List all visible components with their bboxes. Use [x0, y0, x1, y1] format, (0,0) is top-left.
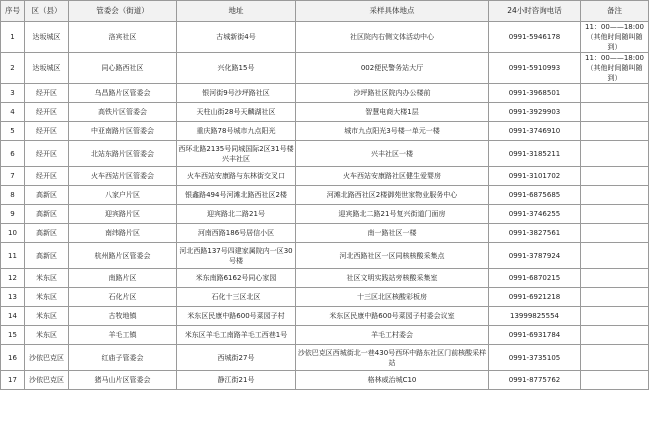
cell-address: 米东区羊毛工南路羊毛工西巷1号	[177, 326, 296, 345]
cell-address: 重庆路78号城市九点阳光	[177, 122, 296, 141]
cell-note	[581, 307, 649, 326]
header-no: 序号	[1, 1, 25, 22]
cell-site: 羊毛工村委会	[296, 326, 489, 345]
cell-district: 达坂城区	[25, 22, 69, 53]
table-row	[1, 122, 649, 141]
cell-district: 米东区	[25, 307, 69, 326]
cell-district: 米东区	[25, 288, 69, 307]
note-hours: 11：00——18:00	[585, 23, 644, 31]
cell-district: 经开区	[25, 84, 69, 103]
cell-committee: 红庙子管委会	[69, 345, 177, 371]
cell-no: 17	[1, 371, 25, 390]
cell-committee: 八家户片区	[69, 186, 177, 205]
table-row	[1, 141, 649, 167]
cell-no: 14	[1, 307, 25, 326]
cell-address: 银鑫路494号河滩北路西社区2楼	[177, 186, 296, 205]
cell-committee: 南路片区	[69, 269, 177, 288]
cell-address: 火车西站安康路与东林街交叉口	[177, 167, 296, 186]
table-row	[1, 22, 649, 53]
cell-site: 河北西路社区一区同核核酸采集点	[296, 243, 489, 269]
cell-no: 15	[1, 326, 25, 345]
cell-no: 4	[1, 103, 25, 122]
cell-district: 高新区	[25, 186, 69, 205]
table-row	[1, 186, 649, 205]
cell-address: 天柱山街28号天麟湖社区	[177, 103, 296, 122]
note-other: （其他时间随叫随到）	[586, 64, 643, 82]
cell-district: 沙依巴克区	[25, 371, 69, 390]
cell-address: 静江街21号	[177, 371, 296, 390]
cell-phone: 0991-3735105	[489, 345, 581, 371]
cell-phone: 0991-6870215	[489, 269, 581, 288]
cell-no: 12	[1, 269, 25, 288]
table-row	[1, 269, 649, 288]
cell-address: 兴化路15号	[177, 53, 296, 84]
table-row	[1, 307, 649, 326]
header-committee: 管委会（街道）	[69, 1, 177, 22]
cell-committee: 南纬路片区	[69, 224, 177, 243]
cell-site: 兴丰社区一楼	[296, 141, 489, 167]
cell-phone: 0991-3101702	[489, 167, 581, 186]
cell-committee: 同心路西社区	[69, 53, 177, 84]
cell-district: 米东区	[25, 269, 69, 288]
cell-site: 002便民警务站大厅	[296, 53, 489, 84]
cell-site: 格林威治城C10	[296, 371, 489, 390]
cell-note	[581, 205, 649, 224]
cell-site: 迎宾路北二路21号复兴街道门面房	[296, 205, 489, 224]
cell-no: 16	[1, 345, 25, 371]
table-row	[1, 84, 649, 103]
table-row	[1, 205, 649, 224]
cell-district: 经开区	[25, 103, 69, 122]
cell-note	[581, 167, 649, 186]
table-row	[1, 371, 649, 390]
header-note: 备注	[581, 1, 649, 22]
cell-no: 3	[1, 84, 25, 103]
cell-note	[581, 84, 649, 103]
table-row	[1, 345, 649, 371]
cell-note	[581, 326, 649, 345]
cell-note	[581, 243, 649, 269]
cell-committee: 猪马山片区管委会	[69, 371, 177, 390]
table-row	[1, 326, 649, 345]
cell-district: 经开区	[25, 122, 69, 141]
cell-site: 沙坪路社区院内办公楼前	[296, 84, 489, 103]
table-row	[1, 224, 649, 243]
cell-note	[581, 22, 649, 53]
cell-address: 银河街9号沙坪路社区	[177, 84, 296, 103]
cell-district: 高新区	[25, 224, 69, 243]
cell-committee: 北站东路片区管委会	[69, 141, 177, 167]
cell-address: 西城街27号	[177, 345, 296, 371]
cell-no: 1	[1, 22, 25, 53]
cell-phone: 0991-3929903	[489, 103, 581, 122]
cell-district: 米东区	[25, 326, 69, 345]
table-row	[1, 53, 649, 84]
cell-no: 5	[1, 122, 25, 141]
cell-district: 达坂城区	[25, 53, 69, 84]
cell-note	[581, 186, 649, 205]
cell-site: 火车西站安康路社区健生爱婴房	[296, 167, 489, 186]
cell-address: 石化十三区北区	[177, 288, 296, 307]
cell-committee: 古牧地镇	[69, 307, 177, 326]
cell-no: 6	[1, 141, 25, 167]
cell-address: 河南西路186号居信小区	[177, 224, 296, 243]
cell-phone: 0991-8775762	[489, 371, 581, 390]
table-row	[1, 167, 649, 186]
cell-phone: 0991-3827561	[489, 224, 581, 243]
cell-address: 古城新街4号	[177, 22, 296, 53]
header-address: 地址	[177, 1, 296, 22]
cell-address: 米东区民康中路600号菜园子村	[177, 307, 296, 326]
cell-phone: 0991-6921218	[489, 288, 581, 307]
cell-phone: 0991-3185211	[489, 141, 581, 167]
cell-committee: 石化片区	[69, 288, 177, 307]
cell-district: 沙依巴克区	[25, 345, 69, 371]
header-district: 区（县）	[25, 1, 69, 22]
cell-no: 9	[1, 205, 25, 224]
cell-phone: 0991-6931784	[489, 326, 581, 345]
cell-site: 智慧电商大楼1层	[296, 103, 489, 122]
cell-phone: 13999825554	[489, 307, 581, 326]
cell-phone: 0991-3746255	[489, 205, 581, 224]
cell-address: 米东南路6162号同心家园	[177, 269, 296, 288]
cell-no: 13	[1, 288, 25, 307]
cell-phone: 0991-6875685	[489, 186, 581, 205]
note-hours: 11：00——18:00	[585, 54, 644, 62]
header-site: 采样具体地点	[296, 1, 489, 22]
cell-note	[581, 103, 649, 122]
cell-committee: 火车西站片区管委会	[69, 167, 177, 186]
cell-district: 经开区	[25, 141, 69, 167]
cell-no: 11	[1, 243, 25, 269]
table-header-row	[1, 1, 649, 22]
table-body	[1, 22, 649, 390]
cell-note	[581, 141, 649, 167]
cell-committee: 羊毛工镇	[69, 326, 177, 345]
cell-no: 8	[1, 186, 25, 205]
cell-note	[581, 269, 649, 288]
cell-committee: 中亚南路片区管委会	[69, 122, 177, 141]
cell-site: 沙依巴克区西城街北一巷430号西环中路东社区门前核酸采样站	[296, 345, 489, 371]
cell-note	[581, 288, 649, 307]
cell-site: 城市九点阳光3号楼一单元一楼	[296, 122, 489, 141]
cell-address: 迎宾路北二路21号	[177, 205, 296, 224]
cell-note	[581, 53, 649, 84]
cell-phone: 0991-5910993	[489, 53, 581, 84]
cell-note	[581, 122, 649, 141]
table-row	[1, 288, 649, 307]
cell-committee: 洛宾社区	[69, 22, 177, 53]
cell-committee: 高铁片区管委会	[69, 103, 177, 122]
cell-committee: 杭州路片区管委会	[69, 243, 177, 269]
cell-address: 西环北路2135号同城国际2区31号楼兴丰社区	[177, 141, 296, 167]
cell-phone: 0991-3787924	[489, 243, 581, 269]
cell-site: 南一路社区一楼	[296, 224, 489, 243]
cell-note	[581, 371, 649, 390]
cell-site: 社区院内右侧文体活动中心	[296, 22, 489, 53]
cell-phone: 0991-3968501	[489, 84, 581, 103]
table-row	[1, 103, 649, 122]
note-other: （其他时间随叫随到）	[586, 33, 643, 51]
cell-committee: 乌昌路片区管委会	[69, 84, 177, 103]
cell-address: 河北西路137号四建家属院内一区30号楼	[177, 243, 296, 269]
cell-committee: 迎宾路片区	[69, 205, 177, 224]
cell-site: 十三区北区核酸彩板房	[296, 288, 489, 307]
cell-site: 河滩北路西社区2楼御苑世家物业服务中心	[296, 186, 489, 205]
cell-district: 经开区	[25, 167, 69, 186]
cell-site: 社区文明实践站旁核酸采集室	[296, 269, 489, 288]
cell-district: 高新区	[25, 243, 69, 269]
cell-note	[581, 224, 649, 243]
cell-no: 10	[1, 224, 25, 243]
cell-site: 米东区民康中路600号菜园子村委会议室	[296, 307, 489, 326]
header-phone: 24小时咨询电话	[489, 1, 581, 22]
cell-phone: 0991-5946178	[489, 22, 581, 53]
cell-phone: 0991-3746910	[489, 122, 581, 141]
cell-no: 2	[1, 53, 25, 84]
table-row	[1, 243, 649, 269]
cell-district: 高新区	[25, 205, 69, 224]
cell-no: 7	[1, 167, 25, 186]
cell-note	[581, 345, 649, 371]
